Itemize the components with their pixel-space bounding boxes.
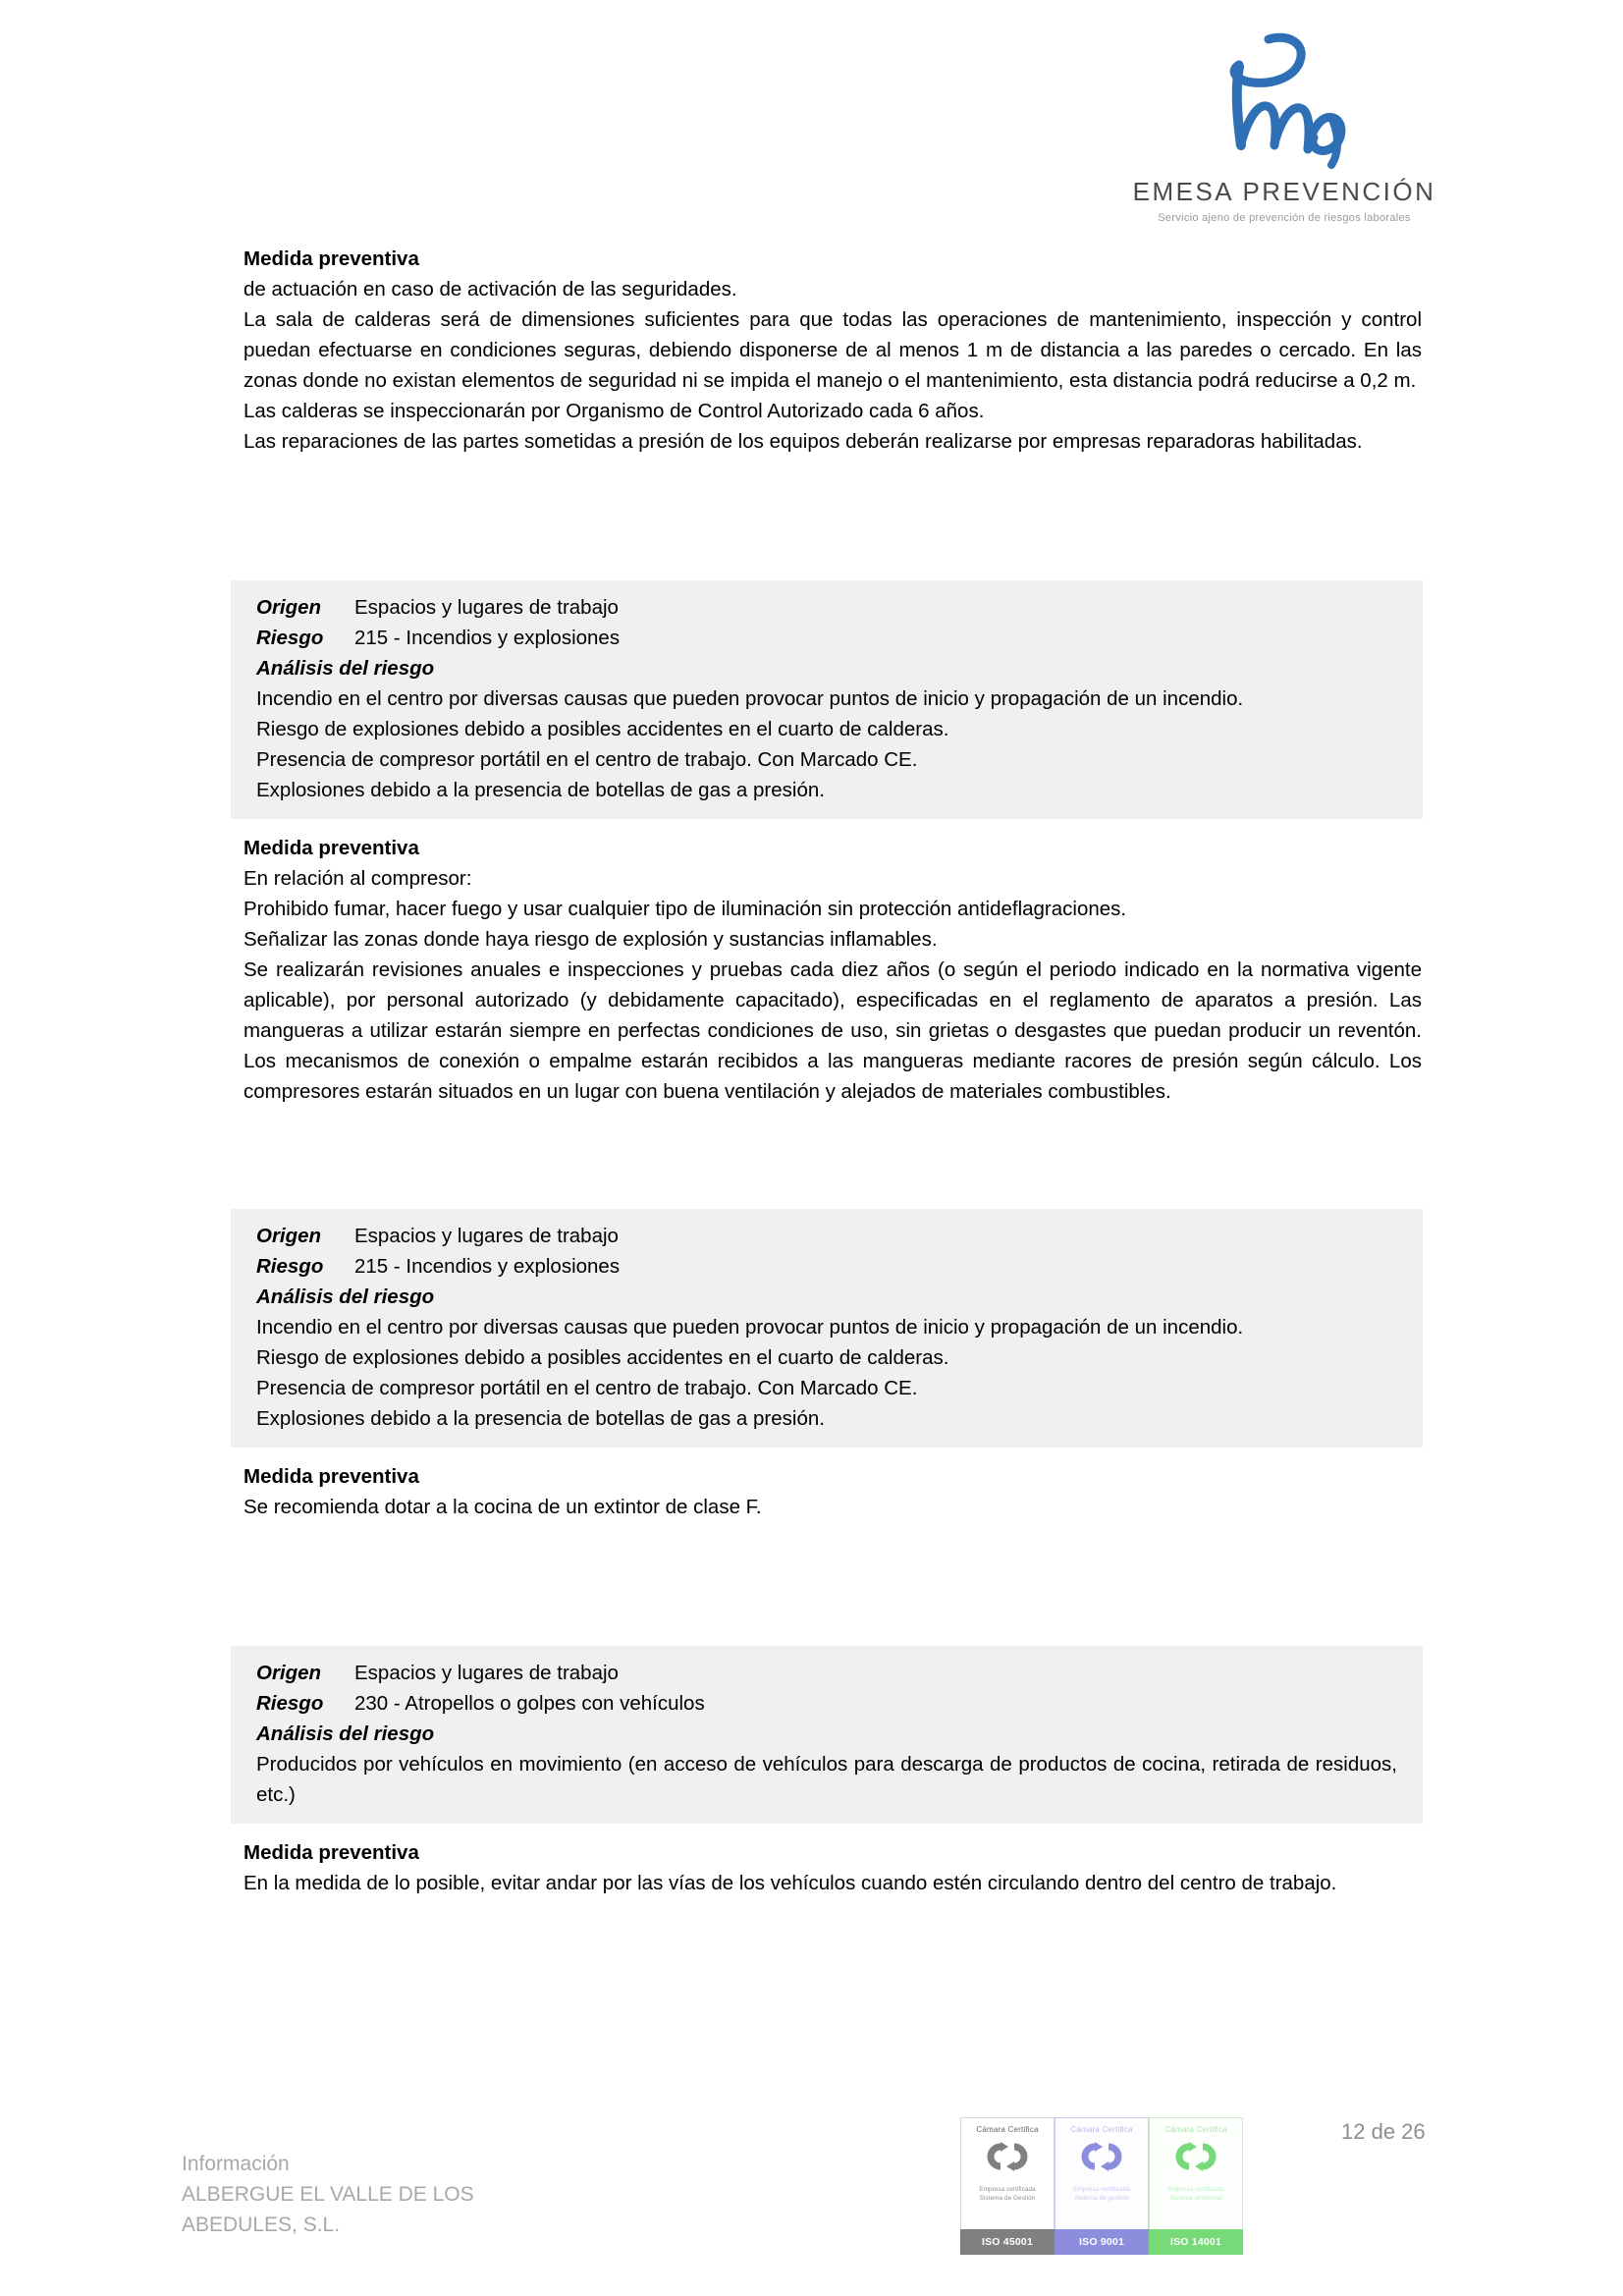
section-spacer xyxy=(243,1107,1422,1209)
badge-body xyxy=(960,2117,1055,2229)
analysis-line: Explosiones debido a la presencia de botellas de gas a presión. xyxy=(256,1407,825,1430)
measure-title: Medida preventiva xyxy=(243,837,419,859)
footer-company-line-1: ALBERGUE EL VALLE DE LOS xyxy=(182,2183,474,2206)
origin-label: Origen xyxy=(256,596,322,619)
measure-paragraph: de actuación en caso de activación de las seguridades. xyxy=(243,278,737,301)
section-spacer xyxy=(243,1522,1422,1646)
camara-certifica-icon xyxy=(977,2140,1038,2178)
measure-paragraph: En la medida de lo posible, evitar andar por las vías de los vehículos cuando estén circulando dentro del centro de trabajo. xyxy=(243,1872,1337,1894)
analysis-label: Análisis del riesgo xyxy=(256,1722,435,1745)
risk-analysis xyxy=(256,683,1397,805)
hazard-value: 230 - Atropellos o golpes con vehículos xyxy=(354,1692,705,1715)
badge-header-text: Cámara Certifica xyxy=(1070,2125,1133,2134)
block-gap xyxy=(243,1824,1422,1837)
footer-info-label: Información xyxy=(182,2153,290,2175)
analysis-label: Análisis del riesgo xyxy=(256,657,435,680)
hazard-label: Riesgo xyxy=(256,627,324,649)
badge-body xyxy=(1149,2117,1243,2229)
hazard-label: Riesgo xyxy=(256,1255,324,1278)
company-logo xyxy=(1088,27,1481,224)
badge-subtitle-line-1: Empresa certificada xyxy=(1167,2186,1224,2193)
risk-hazard-row xyxy=(256,1688,1397,1719)
badge-subtitle-line-2: Sistema ambiental xyxy=(1169,2195,1222,2202)
certification-badge-iso14001 xyxy=(1149,2117,1243,2255)
certification-badge-iso9001 xyxy=(1055,2117,1149,2255)
page-number: 12 de 26 xyxy=(1341,2119,1426,2144)
footer-company-line-2: ABEDULES, S.L. xyxy=(182,2214,341,2236)
origin-value: Espacios y lugares de trabajo xyxy=(354,596,619,619)
risk-block xyxy=(231,1646,1423,1824)
measure-block xyxy=(243,1461,1422,1522)
hazard-value: 215 - Incendios y explosiones xyxy=(354,1255,621,1278)
risk-origin-row xyxy=(256,592,1397,623)
analysis-line: Presencia de compresor portátil en el centro de trabajo. Con Marcado CE. xyxy=(256,1377,918,1399)
certification-badge-iso45001 xyxy=(960,2117,1055,2255)
risk-origin-row xyxy=(256,1221,1397,1251)
badge-standard: ISO 45001 xyxy=(960,2229,1055,2255)
analysis-line: Riesgo de explosiones debido a posibles accidentes en el cuarto de calderas. xyxy=(256,1346,949,1369)
analysis-line: Producidos por vehículos en movimiento (en acceso de vehículos para descarga de productos de cocina, retirada de residuos, etc.) xyxy=(256,1753,1397,1806)
emesa-script-logo-icon xyxy=(1088,27,1481,175)
measure-paragraph: En relación al compresor: xyxy=(243,867,472,890)
measure-paragraph: Señalizar las zonas donde haya riesgo de explosión y sustancias inflamables. xyxy=(243,928,938,951)
measure-block xyxy=(243,833,1422,1107)
measure-paragraph: Se realizarán revisiones anuales e inspecciones y pruebas cada diez años (o según el periodo indicado en la normativa vigente aplicable), por personal autorizado (y debidamente capacitado), especificadas en el reglamento de aparatos a presión. Las mangueras a utilizar estarán siempre en perfectas condiciones de uso, sin grietas o desgastes que puedan producir un reventón. Los mecanismos de conexión o empalme estarán recibidos a las mangueras mediante racores de presión según cálculo. Los compresores estarán situados en un lugar con buena ventilación y alejados de materiales combustibles. xyxy=(243,958,1422,1103)
analysis-line: Presencia de compresor portátil en el centro de trabajo. Con Marcado CE. xyxy=(256,748,918,771)
risk-origin-row xyxy=(256,1658,1397,1688)
badge-subtitle xyxy=(1073,2185,1129,2203)
badge-subtitle-line-1: Empresa certificada xyxy=(979,2186,1036,2193)
origin-value: Espacios y lugares de trabajo xyxy=(354,1225,619,1247)
section-spacer xyxy=(243,457,1422,580)
measure-paragraph: Las calderas se inspeccionarán por Organismo de Control Autorizado cada 6 años. xyxy=(243,400,985,422)
risk-block xyxy=(231,580,1423,819)
measure-paragraph: Las reparaciones de las partes sometidas a presión de los equipos deberán realizarse por empresas reparadoras habilitadas. xyxy=(243,430,1363,453)
analysis-line: Explosiones debido a la presencia de botellas de gas a presión. xyxy=(256,779,825,801)
block-gap xyxy=(243,819,1422,833)
measure-paragraph: Se recomienda dotar a la cocina de un extintor de clase F. xyxy=(243,1496,762,1518)
badge-header-text: Cámara Certifica xyxy=(1164,2125,1227,2134)
risk-hazard-row xyxy=(256,1251,1397,1282)
badge-subtitle-line-2: Sistema de Gestión xyxy=(979,2195,1036,2202)
camara-certifica-icon xyxy=(1165,2140,1226,2178)
badge-subtitle-line-1: Empresa certificada xyxy=(1073,2186,1130,2193)
top-measure-block xyxy=(243,244,1422,457)
analysis-line: Riesgo de explosiones debido a posibles accidentes en el cuarto de calderas. xyxy=(256,718,949,740)
block-gap xyxy=(243,1448,1422,1461)
camara-certifica-icon xyxy=(1071,2140,1132,2178)
analysis-line: Incendio en el centro por diversas causas que pueden provocar puntos de inicio y propagación de un incendio. xyxy=(256,687,1244,710)
hazard-label: Riesgo xyxy=(256,1692,324,1715)
measure-title: Medida preventiva xyxy=(243,1465,419,1488)
badge-subtitle xyxy=(1167,2185,1223,2203)
document-content xyxy=(243,244,1422,1898)
footer-info xyxy=(182,2149,604,2240)
measure-paragraph: La sala de calderas será de dimensiones suficientes para que todas las operaciones de mantenimiento, inspección y control puedan efectuarse en condiciones seguras, debiendo disponerse de al menos 1 m de distancia a las paredes o cercado. En las zonas donde no existan elementos de seguridad ni se impida el manejo o el mantenimiento, esta distancia podrá reducirse a 0,2 m. xyxy=(243,308,1422,392)
analysis-label: Análisis del riesgo xyxy=(256,1285,435,1308)
origin-label: Origen xyxy=(256,1662,322,1684)
measure-title: Medida preventiva xyxy=(243,247,419,270)
risk-analysis xyxy=(256,1749,1397,1810)
logo-tagline: Servicio ajeno de prevención de riesgos laborales xyxy=(1158,212,1411,224)
badge-body xyxy=(1055,2117,1149,2229)
badge-standard: ISO 14001 xyxy=(1149,2229,1243,2255)
badge-standard: ISO 9001 xyxy=(1055,2229,1149,2255)
measure-block xyxy=(243,1837,1422,1898)
risk-analysis xyxy=(256,1312,1397,1434)
certification-badges xyxy=(960,2117,1243,2255)
measure-paragraph: Prohibido fumar, hacer fuego y usar cualquier tipo de iluminación sin protección antideflagraciones. xyxy=(243,898,1127,920)
badge-header-text: Cámara Certifica xyxy=(976,2125,1039,2134)
logo-wordmark: EMESA PREVENCIÓN xyxy=(1132,177,1436,206)
risk-block xyxy=(231,1209,1423,1448)
analysis-line: Incendio en el centro por diversas causas que pueden provocar puntos de inicio y propagación de un incendio. xyxy=(256,1316,1244,1339)
risk-hazard-row xyxy=(256,623,1397,653)
measure-title: Medida preventiva xyxy=(243,1841,419,1864)
badge-subtitle-line-2: Sistema de gestión xyxy=(1074,2195,1129,2202)
origin-label: Origen xyxy=(256,1225,322,1247)
origin-value: Espacios y lugares de trabajo xyxy=(354,1662,619,1684)
hazard-value: 215 - Incendios y explosiones xyxy=(354,627,621,649)
badge-subtitle xyxy=(979,2185,1035,2203)
